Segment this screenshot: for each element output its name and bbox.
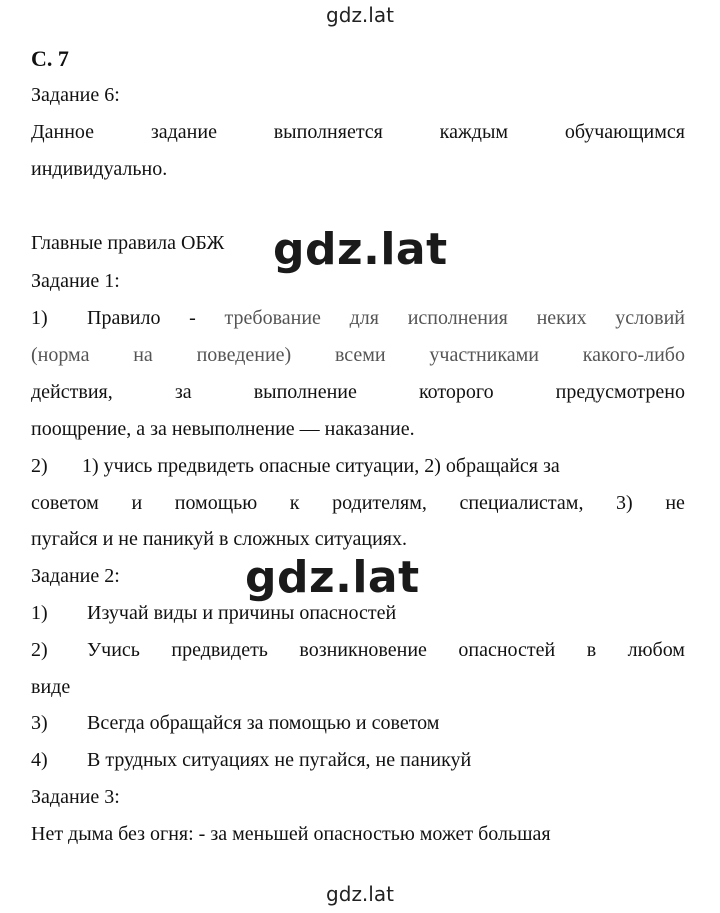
task2-item2-line1	[87, 639, 685, 662]
word: выполнение	[253, 381, 357, 403]
word: предусмотрено	[555, 381, 685, 403]
word: и	[131, 492, 143, 514]
word: предвидеть	[171, 639, 268, 661]
task1-p2-line1: 1) учись предвидеть опасные ситуации, 2) обращайся за	[82, 455, 560, 477]
word: всеми	[334, 344, 386, 366]
word: к	[289, 492, 300, 514]
task1-heading: Задание 1:	[31, 270, 120, 292]
task2-item1-num: 1)	[31, 602, 48, 624]
watermark-mid2: gdz.lat	[245, 552, 420, 603]
word: не	[665, 492, 685, 514]
word: исполнения	[407, 307, 508, 329]
word: за	[174, 381, 192, 403]
task6-heading: Задание 6:	[31, 84, 120, 106]
word: советом	[31, 492, 99, 514]
word: (норма	[31, 344, 90, 366]
word: Правило	[87, 307, 161, 329]
word: которого	[418, 381, 494, 403]
word: в	[586, 639, 597, 661]
word: на	[133, 344, 153, 366]
word: какого-либо	[582, 344, 685, 366]
word: задание	[150, 121, 217, 143]
task2-item2-num: 2)	[31, 639, 48, 661]
word: 3)	[616, 492, 633, 514]
word: обучающимся	[564, 121, 685, 143]
task1-p2-line3: пугайся и не паникуй в сложных ситуациях.	[31, 528, 408, 550]
task6-line1	[31, 121, 685, 144]
watermark-bottom: gdz.lat	[326, 882, 394, 906]
task1-p2-num: 2)	[31, 455, 48, 477]
word: опасностей	[458, 639, 556, 661]
word: участниками	[429, 344, 539, 366]
task2-item1-text: Изучай виды и причины опасностей	[87, 602, 397, 624]
word: помощью	[174, 492, 258, 514]
word: специалистам,	[459, 492, 584, 514]
word: требование	[224, 307, 321, 329]
task2-item3-num: 3)	[31, 712, 48, 734]
watermark-top: gdz.lat	[326, 3, 394, 27]
task3-heading: Задание 3:	[31, 786, 120, 808]
task1-p2-line2	[31, 492, 685, 515]
task2-item3-text: Всегда обращайся за помощью и советом	[87, 712, 440, 734]
word: неких	[536, 307, 587, 329]
task6-line2: индивидуально.	[31, 158, 168, 180]
task2-heading: Задание 2:	[31, 565, 120, 587]
word: поведение)	[196, 344, 292, 366]
task1-p1-line4: поощрение, а за невыполнение — наказание.	[31, 418, 415, 440]
word: каждым	[439, 121, 509, 143]
task3-line1: Нет дыма без огня: - за меньшей опасностью может большая	[31, 823, 551, 845]
word: Учись	[87, 639, 140, 661]
section-title: Главные правила ОБЖ	[31, 232, 225, 254]
word: выполняется	[273, 121, 383, 143]
word: возникновение	[299, 639, 427, 661]
word: любом	[627, 639, 685, 661]
watermark-mid1: gdz.lat	[273, 224, 448, 275]
task2-item4-text: В трудных ситуациях не пугайся, не паникуй	[87, 749, 472, 771]
task2-item4-num: 4)	[31, 749, 48, 771]
word: для	[349, 307, 379, 329]
task1-p1-num: 1)	[31, 307, 48, 329]
word: действия,	[31, 381, 113, 403]
word: Данное	[31, 121, 95, 143]
word: -	[189, 307, 196, 329]
task1-p1-line1	[87, 307, 685, 330]
task1-p1-line3	[31, 381, 685, 404]
task1-p1-line2	[31, 344, 685, 367]
task2-item2-cont: виде	[31, 676, 71, 698]
word: родителям,	[332, 492, 427, 514]
word: условий	[615, 307, 685, 329]
page-number: С. 7	[31, 46, 69, 71]
